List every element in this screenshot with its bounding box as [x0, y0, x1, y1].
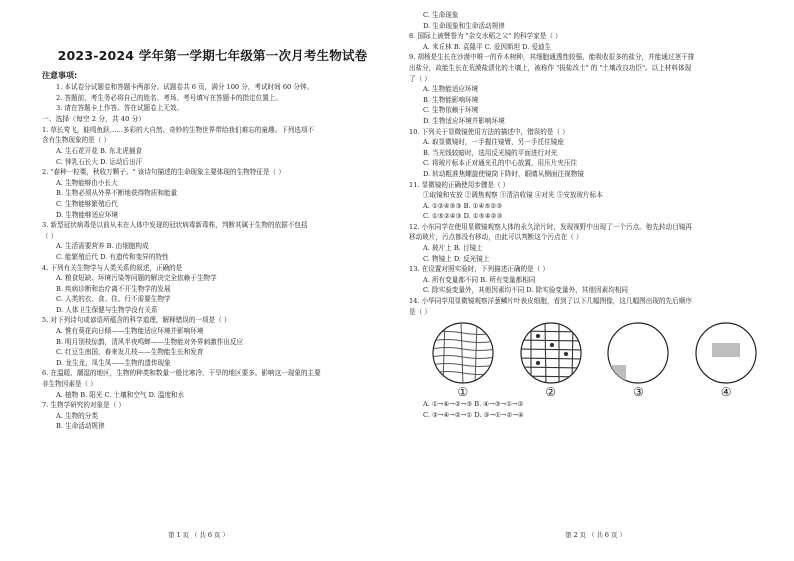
page-footer: 第 1 页 （ 共 6 页 ）: [168, 531, 229, 539]
cell-view-center-icon: [694, 321, 758, 385]
question-line: C. 将玻片标本正对通光孔的中心放置，用压片夹压住: [423, 159, 578, 168]
figure-2: [519, 321, 583, 399]
question-line: 3. 新型冠状病毒是以前从未在人体中发现的冠状病毒新毒株，判断其属于生物的依据不包括: [42, 221, 308, 230]
question-line: 9. 胡杨是生长在沙漠中唯一的乔木树种，其细胞通透性较强，能吸收很多的盐分，并能通过茎干排: [409, 53, 695, 62]
question-line: A. 生石花开花 B. 东北虎捕食: [56, 146, 143, 155]
question-line: D. 生物能够适应环境: [56, 210, 118, 219]
question-line: B. 生命活动规律: [56, 422, 105, 431]
cell-view-blurry-icon: [431, 321, 495, 385]
question-line: 了（ ）: [409, 74, 431, 83]
question-line: 10. 下列关于显微镜使用方法的描述中，错误的是（ ）: [409, 127, 569, 136]
question-line: B. 疾病诊断和治疗离不开生物学的发展: [56, 284, 171, 293]
question-line: 5. 对下列诗句或谚语所蕴含的科学道理，解释错误的一项是（ ）: [42, 316, 231, 325]
question-line: A. 植物 B. 阳光 C. 土壤和空气 D. 温度和水: [56, 390, 185, 399]
question-line: C. 红豆生南国，春来发几枝——生物能生长和发育: [56, 348, 204, 357]
question-line: 移动玻片，污点都没有移动，由此可以判断这个污点在（ ）: [409, 233, 583, 242]
figure-label: ①: [457, 385, 469, 400]
question-line: A. 生物的分类: [56, 411, 98, 420]
question-line: A. 取显微镜时，一手握住镜臂，另一手托住镜座: [423, 138, 564, 147]
question-line: C. ①⑤②④③ D. ①⑤④②③: [423, 212, 503, 221]
question-line: 是（ ）: [409, 307, 431, 316]
question-line: 13. 在设置对照实验时，下列描述正确的是（ ）: [409, 265, 549, 274]
question-line: 出盐分，故能生长在荒漠盐渍化的土壤上，被称作 "拔盐改土" 的 "土壤改良功臣"。以上材料体现: [409, 63, 692, 72]
figure-label: ④: [720, 385, 732, 400]
question-line: 7. 生物学研究的对象是（ ）: [42, 401, 126, 410]
cell-view-corner-icon: [606, 321, 670, 385]
question-line: 12. 小东同学在使用显微镜观察人体的永久涂片时，发现视野中出现了一个污点。他先转动目镜再: [409, 222, 692, 231]
question-line: C. 人类的衣、食、住、行不需要生物学: [56, 295, 171, 304]
question-line: C. 能繁殖后代 D. 有遗传和变异的特性: [56, 252, 169, 261]
question-line: A. 粮食短缺、环境污染等问题的解决完全依赖于生物学: [56, 274, 217, 283]
section-heading: 一、选择（每空 2 分，共 40 分）: [42, 114, 146, 123]
page-footer: 第 2 页 （ 共 6 页 ）: [565, 531, 626, 539]
question-line: 1. 草长莺飞，蛙鸣鱼跃……多彩的大自然、奇妙的生物世界带给我们难忘的童趣。下列选项不: [42, 125, 315, 134]
question-line: C. 物镜上 D. 反光镜上: [423, 254, 490, 263]
question-line: D. 龙生龙，凤生凤——生物的遗传现象: [56, 358, 171, 367]
cell-view-clear-icon: [519, 321, 583, 385]
figure-label: ②: [545, 385, 556, 400]
question-line: A. 米丘林 B. 袁隆平 C. 爱因斯坦 D. 爱迪生: [423, 42, 552, 51]
q14-option-row: A. ①→④→②→③ B. ④→③→①→②: [423, 400, 524, 409]
question-line: B. 当光线较暗时，选用反光镜的平面进行对光: [423, 148, 558, 157]
question-line: 11. 显微镜的正确使用步骤是（ ）: [409, 180, 510, 189]
notice-item: 1. 本试卷分试题卷和答题卡两部分。试题卷共 6 页，满分 100 分，考试时间 60 分钟。: [56, 83, 314, 91]
question-line: B. 生物能影响环境: [423, 95, 479, 104]
question-line: B. 明月别枝惊鹊，清风半夜鸣蝉——生物能对外界刺激作出反应: [56, 337, 244, 346]
q14-option-row: C. ③→④→②→① D. ③→①→②→④: [423, 410, 524, 419]
question-line: C. 生物能够繁殖后代: [56, 199, 118, 208]
q14-figures: [409, 321, 780, 399]
question-line: 含有生物现象的是（ ）: [42, 136, 111, 145]
question-line: 4. 下列有关生物学与人类关系的叙述，正确的是: [42, 263, 183, 272]
figure-label: ③: [632, 385, 644, 400]
notice-item: 2. 答题前，考生务必将自己的姓名、考场、考号填写在答题卡的指定位置上。: [56, 93, 282, 102]
question-line: A. 玻片上 B. 目镜上: [423, 244, 483, 253]
question-line: 非生物因素是（ ）: [42, 380, 97, 389]
question-line: C. 钟乳石长大 D. 运动后出汗: [56, 157, 143, 166]
question-line: C. 生物依赖于环境: [423, 106, 479, 115]
question-line: A. 所有变量都不同 B. 所有变量都相同: [423, 275, 536, 284]
exam-title: 2023-2024 学年第一学期七年级第一次月考生物试卷: [57, 48, 368, 63]
question-line: 14. 小华同学用显微镜观察洋葱鳞片叶表皮细胞，看到了以下几幅图像，这几幅图出现的先后顺序: [409, 297, 692, 306]
notice-heading: 注意事项:: [42, 71, 78, 80]
figure-4: [694, 321, 758, 399]
figure-1: [431, 321, 495, 399]
question-line: A. 生活需要营养 B. 由细胞构成: [56, 242, 149, 251]
question-line: A. 生物能适应环境: [423, 85, 479, 94]
question-line: C. 生命现象: [423, 11, 459, 19]
question-line: D. 转动粗准焦螺旋使镜筒下降时，眼睛从侧面注视物镜: [423, 169, 584, 178]
notice-item: 3. 请在答题卡上作答。答在试题卷上无效。: [56, 104, 184, 113]
question-line: A. 生物能够由小长大: [56, 178, 118, 187]
question-line: C. 除实验变量外，其他因素均不同 D. 除实验变量外，其他因素均相同: [423, 286, 628, 295]
figure-3: [606, 321, 670, 399]
question-line: （ ）: [42, 231, 58, 240]
question-line: A. ①②④⑤③ B. ①④⑤②③: [423, 201, 503, 210]
question-line: 8. 国际上被赞誉为 "杂交水稻之父" 的科学家是（ ）: [409, 32, 562, 41]
question-line: B. 生物必须从外界不断地获得物质和能量: [56, 189, 178, 198]
left-questions: [42, 125, 383, 432]
question-line: 6. 在温暖、潮湿的地区，生物的种类和数量一般比寒冷、干旱的地区要多。影响这一现象的主要: [42, 369, 321, 378]
question-line: D. 生物适应环境并影响环境: [423, 116, 505, 125]
right-questions: [409, 10, 780, 317]
question-line: D. 人体卫生保健与生物学没有关系: [56, 305, 158, 314]
question-line: A. 惟有葵花向日倾——生物能适应环境并影响环境: [56, 327, 204, 336]
question-line: ①取镜和安放 ②调焦观察 ③清洁收镜 ④对光 ⑤安放玻片标本: [423, 191, 603, 200]
question-line: D. 生命现象和生命活动规律: [423, 21, 505, 30]
page-right: [397, 0, 794, 561]
question-line: 2. "春种一粒粟，秋收万颗子。" 该诗句描述的生命现象主要体现的生物特征是（ ）: [42, 168, 285, 177]
